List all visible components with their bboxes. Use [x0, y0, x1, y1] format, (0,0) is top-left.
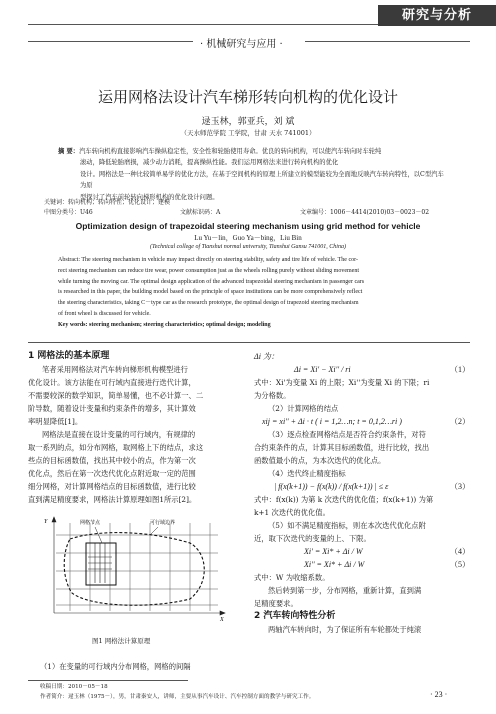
paper-affiliation: （天水师范学院 工学院，甘肃 天水 741001）: [180, 129, 316, 137]
abstract-line-2: 滚动，降低轮胎磨损，减少动力消耗，提高操纵性能。我们运用网格法来进行转向机构的优化: [80, 159, 339, 167]
equation-3-number: （3）: [450, 482, 470, 491]
left-para-line: 阶导数，随着设计变量和约束条件的增多，其计算效: [28, 404, 196, 413]
step-3-line: （3）逐点检查网格结点是否符合约束条件，对符: [268, 430, 426, 439]
equation-2: xij = xi'' + Δi · t ( i = 1,2…n; t = 0,1,2…ri ) （2）: [262, 417, 470, 426]
left-para-line: 细分网格，对计算网格结点的目标函数值，进行比较: [28, 482, 196, 491]
refined-grid: [88, 543, 112, 583]
feasible-region-boundary: [64, 533, 204, 606]
figure-1-grid-diagram: [40, 513, 230, 623]
left-para-line: 些点的目标函数值，找出其中较小的点，作为第一次: [28, 456, 196, 465]
figure-1-caption: 图1 网格法计算原理: [92, 637, 151, 645]
en-abstract-line: of front wheel is discussed for vehicle.: [58, 310, 151, 317]
abstract-en: [58, 255, 448, 331]
step-6-line: 然后转到第一步，分布网格，重新计算，直到满: [268, 586, 422, 595]
en-abstract-line: Abstract: The steering mechanism in vehicle may impact directly on steering stability, safety and tire life of vehicle. The cor-: [58, 257, 358, 263]
section-1-heading: 1 网格法的基本原理: [28, 351, 110, 361]
delta-intro: Δi 为：: [254, 352, 279, 361]
en-abstract-line: while turning the moving car. The optimal design application of the advanced trapezoidal steering mechanism in passenger cars: [58, 278, 365, 285]
equation-1-number: （1）: [450, 365, 470, 374]
step-3-line: 合约束条件的点，计算其目标函数值，进行比较，找出: [254, 443, 430, 452]
page-number: · 23 ·: [430, 690, 448, 699]
equation-3: | f(x(k+1)) − f(x(k)) / f(x(k+1)) | ≤ ε （3）: [274, 482, 470, 491]
equation-2-number: （2）: [450, 417, 470, 426]
section-rule-left: [28, 41, 193, 42]
clc-number: 中图分类号：U46: [44, 209, 93, 216]
equation-5-number: （5）: [450, 560, 470, 569]
eq5-desc: 式中：W 为收缩系数。: [254, 573, 330, 582]
step-5-line: （5）如不满足精度指标，则在本次迭代优化点附: [268, 521, 426, 530]
leader-line-region: [150, 527, 158, 535]
right-column: [254, 350, 470, 636]
left-para-line: 笔者采用网格法对汽车转向梯形机构模型进行: [42, 365, 188, 374]
left-para-line: 直到满足精度要求，网格法计算原理如图1所示[2]。: [28, 495, 197, 504]
en-abstract-line: is researched in this paper, the building model based on the principle of space institutions can be more comprehensively reflect: [58, 289, 363, 296]
section-label: · 机械研究与应用 ·: [200, 39, 283, 50]
x-axis-label: X: [220, 617, 224, 623]
right-last-line: 两轴汽车转向时，为了保证所有车轮都处于纯滚: [268, 625, 422, 634]
doc-code: 文献标识码：A: [180, 209, 221, 216]
english-affiliation: (Technical college of Tianshui normal university, Tianshui Gansu 741001, China): [150, 244, 346, 250]
eq1-desc: 式中：Xi'为变量 Xi 的上限；Xi''为变量 Xi 的下限；ri: [254, 378, 430, 387]
journal-banner: 研究与分析: [378, 5, 496, 26]
paper-authors: 逯玉林，郭亚兵，刘 斌: [201, 117, 295, 127]
received-date: 收稿日期：2010－05－18: [40, 684, 108, 690]
left-para-line: 不需要较深的数学知识，简单易懂，也不必计算一、二: [28, 391, 204, 400]
abstract-line-3: 设计。网格法是一种比较简单易学的优化方法，在基于空间机构的原理上所建立的模型能较为全面地反映汽车转向特性，以C型汽车为原: [80, 170, 444, 190]
left-para-line: 优化点，然后在第一次迭代优化点附近取一定的范围: [28, 469, 196, 478]
abstract-bottom-rule: [28, 342, 470, 343]
eq1-desc-2: 为分格数。: [254, 391, 291, 400]
grid-node-label: 网格节点: [80, 520, 101, 526]
step-5-line: 近，取下次迭代的变量的上、下限。: [254, 534, 371, 543]
equation-4-number: （4）: [450, 547, 470, 556]
left-bottom-line: （1）在变量的可行域内分布网格，网格的间隔: [40, 662, 191, 671]
english-title: Optimization design of trapezoidal steering mechanism using grid method for vehicle: [75, 221, 421, 231]
abstract-zh: [58, 146, 448, 203]
en-abstract-line: the steering characteristics, taking C－type car as the research prototype, the optimal design of trapezoid steering mechanism: [58, 300, 359, 307]
section-2-heading: 2 汽车转向特性分析: [254, 611, 336, 621]
eq3-desc-2: k+1 次迭代的优化值。: [254, 508, 330, 517]
keywords-zh: 关键词：转向机构；转向特性；优化设计；建模: [44, 199, 171, 206]
equation-5: Xi'' = Xi* + Δi / W （5）: [304, 560, 470, 569]
paper-title: 运用网格法设计汽车梯形转向机构的优化设计: [97, 88, 398, 106]
en-abstract-line: rect steering mechanism can reduce tire wear, power consumption just as the wheels rolling purely without sliding movement: [58, 267, 360, 274]
x-axis-arrow: [220, 611, 225, 615]
english-authors: Lu Yu－lin，Guo Ya－bing，Liu Bin: [194, 234, 302, 242]
article-number: 文章编号：1006－4414(2010)03－0023－02: [300, 209, 430, 216]
y-axis-arrow: [52, 517, 56, 522]
section-rule-right: [305, 41, 470, 42]
y-axis-label: Y: [44, 519, 48, 525]
author-intro: 作者简介：逯玉林（1975－），男，甘肃秦安人，讲师，主要从事汽车设计、汽车控制方面的教学与研究工作。: [40, 694, 315, 700]
equation-4: Xi' = Xi* + Δi / W （4）: [304, 547, 470, 556]
refine-window: [86, 543, 116, 585]
left-column: [28, 350, 243, 506]
left-para-line: 率明显降低[1]。: [28, 417, 83, 426]
eq3-desc: 式中：f(x(k)) 为第 k 次迭代的优化值；f(x(k+1)) 为第: [254, 495, 434, 504]
step-2: （2）计算网格的结点: [268, 404, 339, 413]
step-3-line: 函数值最小的点，为本次迭代的优化点。: [254, 456, 386, 465]
abstract-line-1: 摘 要：汽车转向机构直接影响汽车操纵稳定性，安全性和轮胎使用寿命。优良的转向机构，可以使汽车转向时车轮纯: [58, 148, 382, 155]
left-para-line: 网格法是直接在设计变量的可行域内，有规律的: [42, 430, 196, 439]
en-keywords: Key words: steering mechanism; steering characteristics; optimal design; modeling: [58, 321, 271, 328]
region-label: 可行域边界: [150, 520, 176, 526]
step-4: （4）迭代终止精度指标: [268, 469, 346, 478]
equation-1: Δi = Xi' − Xi'' / ri （1）: [294, 365, 470, 374]
left-para-line: 优化设计。该方法能在可行域内直接进行迭代计算，: [28, 378, 196, 387]
left-para-line: 取一系列的点，如分布网格，取网格上下的结点，求这: [28, 443, 204, 452]
step-6-line: 足精度要求。: [254, 599, 298, 608]
abstract-label: 摘 要：: [58, 148, 80, 155]
header-rule: [28, 24, 378, 25]
footer-rule: [28, 680, 188, 681]
abstract-line-4: 型探讨了汽车前轮转向梯形机构的优化设计问题。: [80, 193, 219, 201]
